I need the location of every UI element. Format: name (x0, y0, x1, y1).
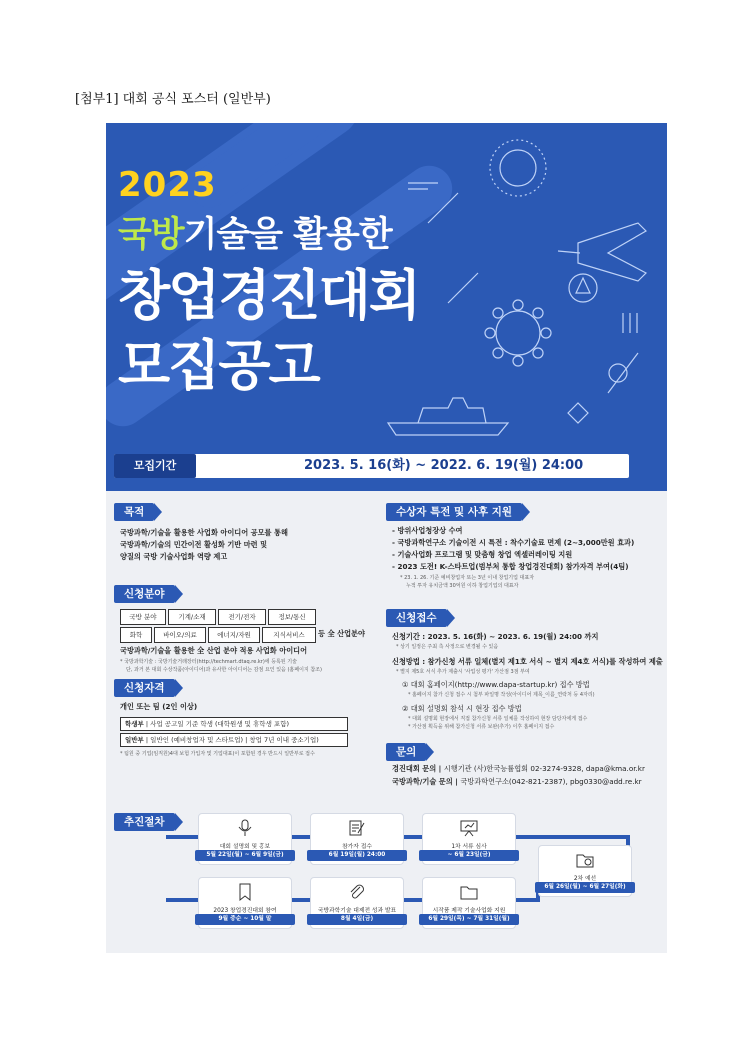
document-header: [첨부1] 대회 공식 포스터 (일반부) (75, 92, 271, 107)
title-highlight: 국방 (118, 215, 184, 255)
qualification-team: 개인 또는 팀 (2인 이상) (120, 702, 198, 711)
contact-line (392, 776, 642, 788)
award-item: - 방위사업청장상 수여 (392, 526, 463, 535)
award-item: - 국방과학연구소 기술이전 시 특전 : 착수기술료 면제 (2~3,000만원 효과) (392, 538, 635, 547)
apply-method-note: * 별지 제5호 서식 추가 제출시 '사업성 평가' 가산점 3점 부여 (396, 669, 530, 675)
apply-option-note: * 가산점 획득을 위해 참가신청 서류 보완(추가) 이후 홈페이지 접수 (408, 724, 555, 730)
step-label: 2차 예선 (573, 876, 597, 882)
qualification-tag: 신청자격 (114, 679, 175, 697)
folder-icon (459, 882, 479, 902)
contact-label: 국방과학/기술 문의 | (392, 777, 458, 786)
contact-value: 국방과학연구소(042-821-2387), pbg0330@add.re.kr (460, 777, 642, 786)
field-note: * 국방과학기술 : 국방기술거래장터(http://techmart.dtaq.re.kr)에 등록된 기술 (120, 659, 297, 665)
field-chip: 국방 분야 (120, 609, 166, 625)
process-step (538, 845, 632, 897)
presentation-board-icon (459, 818, 479, 838)
poster-title-line3: 모집공고 (118, 334, 319, 397)
step-label: 1차 서류 심사 (451, 844, 487, 850)
period-value: 2023. 5. 16(화) ~ 2022. 6. 19(월) 24:00 (304, 458, 584, 473)
field-tag: 신청분야 (114, 585, 175, 603)
contact-value: 시행기관 (사)한국능률협회 02-3274-9328, dapa@kma.or.kr (443, 764, 645, 773)
apply-option-note: * 홈페이지 참가 신청 접수 시 첨부 파일명 작성(아이디어 제목_이름_연락처 등 4자리) (408, 692, 595, 698)
general-row: 일반부 | 일반인 (예비창업자 및 스타트업) | 창업 7년 이내 중소기업) (120, 733, 348, 747)
apply-period: 신청기간 : 2023. 5. 16(화) ~ 2023. 6. 19(월) 24:00 까지 (392, 632, 599, 641)
process-tag: 추진절차 (114, 813, 175, 831)
award-item: - 2023 도전! K-스타트업(범부처 통합 창업경진대회) 참가자격 부여(4팀) (392, 562, 629, 571)
step-label: 참가자 접수 (342, 844, 372, 850)
process-step (310, 877, 404, 929)
contact-tag: 문의 (386, 743, 426, 761)
folder-gear-icon (575, 850, 595, 870)
process-step (422, 877, 516, 929)
general-value: 일반인 (예비창업자 및 스타트업) | 창업 7년 이내 중소기업) (150, 736, 319, 744)
field-chip: 기계/소재 (168, 609, 216, 625)
recruitment-period-bar (114, 454, 629, 478)
purpose-line: 국방과학/기술의 민간이전 활성화 기반 마련 및 (120, 540, 268, 549)
apply-period-note: * 상기 일정은 주최 측 사정으로 변경될 수 있음 (396, 644, 499, 650)
title-line1-rest: 기술을 활용한 (183, 215, 392, 255)
field-note: 단, 과거 본 대회 수상작품(아이디어)과 유사한 아이디어는 감점 요인 있음 (홈페이지 참조) (126, 667, 322, 673)
apply-method: 신청방법 : 참가신청 서류 일체(별지 제1호 서식 ~ 별지 제4호 서식)를 작성하여 제출 (392, 657, 663, 666)
award-item: - 기술사업화 프로그램 및 맞춤형 창업 엑셀러레이팅 지원 (392, 550, 573, 559)
award-note: 누적 투자 유치금액 30억원 이하 창업기업의 대표자 (406, 583, 519, 589)
step-label: 시작품 제작 기술사업화 지원 (432, 908, 506, 914)
field-chip: 화학 (120, 627, 152, 643)
apply-option: ① 대회 홈페이지(http://www.dapa-startup.kr) 접수 방법 (402, 680, 590, 689)
process-step (198, 813, 292, 865)
apply-option-note: * 대회 설명회 현장에서 직접 참가신청 서류 일체를 작성하여 현장 담당자에게 접수 (408, 716, 588, 722)
period-tag: 모집기간 (114, 454, 196, 478)
document-pen-icon (347, 818, 367, 838)
purpose-tag: 목적 (114, 503, 154, 521)
field-desc: 국방과학/기술을 활용한 全 산업 분야 적용 사업화 아이디어 (120, 646, 308, 655)
step-date: ~ 6월 23일(금) (419, 850, 519, 861)
step-date: 6월 26일(월) ~ 6월 27일(화) (535, 882, 635, 893)
purpose-line: 양질의 국방 기술사업화 역량 제고 (120, 552, 228, 561)
awards-tag: 수상자 특전 및 사후 지원 (386, 503, 522, 521)
process-step (198, 877, 292, 929)
student-label: 학생부 (125, 720, 144, 728)
contact-label: 경진대회 문의 | (392, 764, 442, 773)
student-row: 학생부 | 사업 공고일 기준 학생 (대학원생 및 휴학생 포함) (120, 717, 348, 731)
process-step (422, 813, 516, 865)
step-label: 2023 창업경진대회 참여 (213, 908, 277, 914)
step-label: 국방과학기술 대제전 성과 발표 (317, 908, 397, 914)
qualification-note: * 팀원 중 기업(임직원)4대 보험 가입자 및 기업대표)이 포함된 경우 반드시 일반부로 접수 (120, 751, 315, 757)
step-date: 6월 19일(월) 24:00 (307, 850, 407, 861)
purpose-line: 국방과학/기술을 활용한 사업화 아이디어 공모를 통해 (120, 528, 288, 537)
field-chip: 전기/전자 (218, 609, 266, 625)
field-chip: 바이오/의료 (154, 627, 206, 643)
field-chip: 에너지/자원 (208, 627, 260, 643)
poster (106, 123, 667, 953)
step-date: 5월 22일(월) ~ 6월 9일(금) (195, 850, 295, 861)
step-date: 8월 4일(금) (307, 914, 407, 925)
field-chip: 지식서비스 (262, 627, 316, 643)
apply-option: ② 대회 설명회 참석 시 현장 접수 방법 (402, 704, 522, 713)
contact-line (392, 763, 645, 775)
process-step (310, 813, 404, 865)
student-value: 사업 공고일 기준 학생 (대학원생 및 휴학생 포함) (150, 720, 290, 728)
bookmark-icon (235, 882, 255, 902)
microphone-icon (235, 818, 255, 838)
poster-title-line2: 창업경진대회 (118, 264, 419, 327)
award-note: * 23. 1. 26. 기준 예비창업자 또는 3년 이내 창업기업 대표자 (400, 575, 535, 581)
poster-year: 2023 (118, 165, 217, 205)
step-date: 9월 중순 ~ 10월 말 (195, 914, 295, 925)
paperclip-icon (347, 882, 367, 902)
defense-illustration (368, 123, 667, 453)
apply-tag: 신청접수 (386, 609, 447, 627)
step-date: 6월 29일(목) ~ 7월 31일(월) (419, 914, 519, 925)
poster-title-line1 (118, 207, 392, 257)
poster-banner (106, 123, 667, 491)
field-suffix: 등 全 산업분야 (318, 629, 365, 638)
general-label: 일반부 (125, 736, 144, 744)
step-label: 대회 설명회 및 홍보 (219, 844, 271, 850)
field-chip: 정보/통신 (268, 609, 316, 625)
